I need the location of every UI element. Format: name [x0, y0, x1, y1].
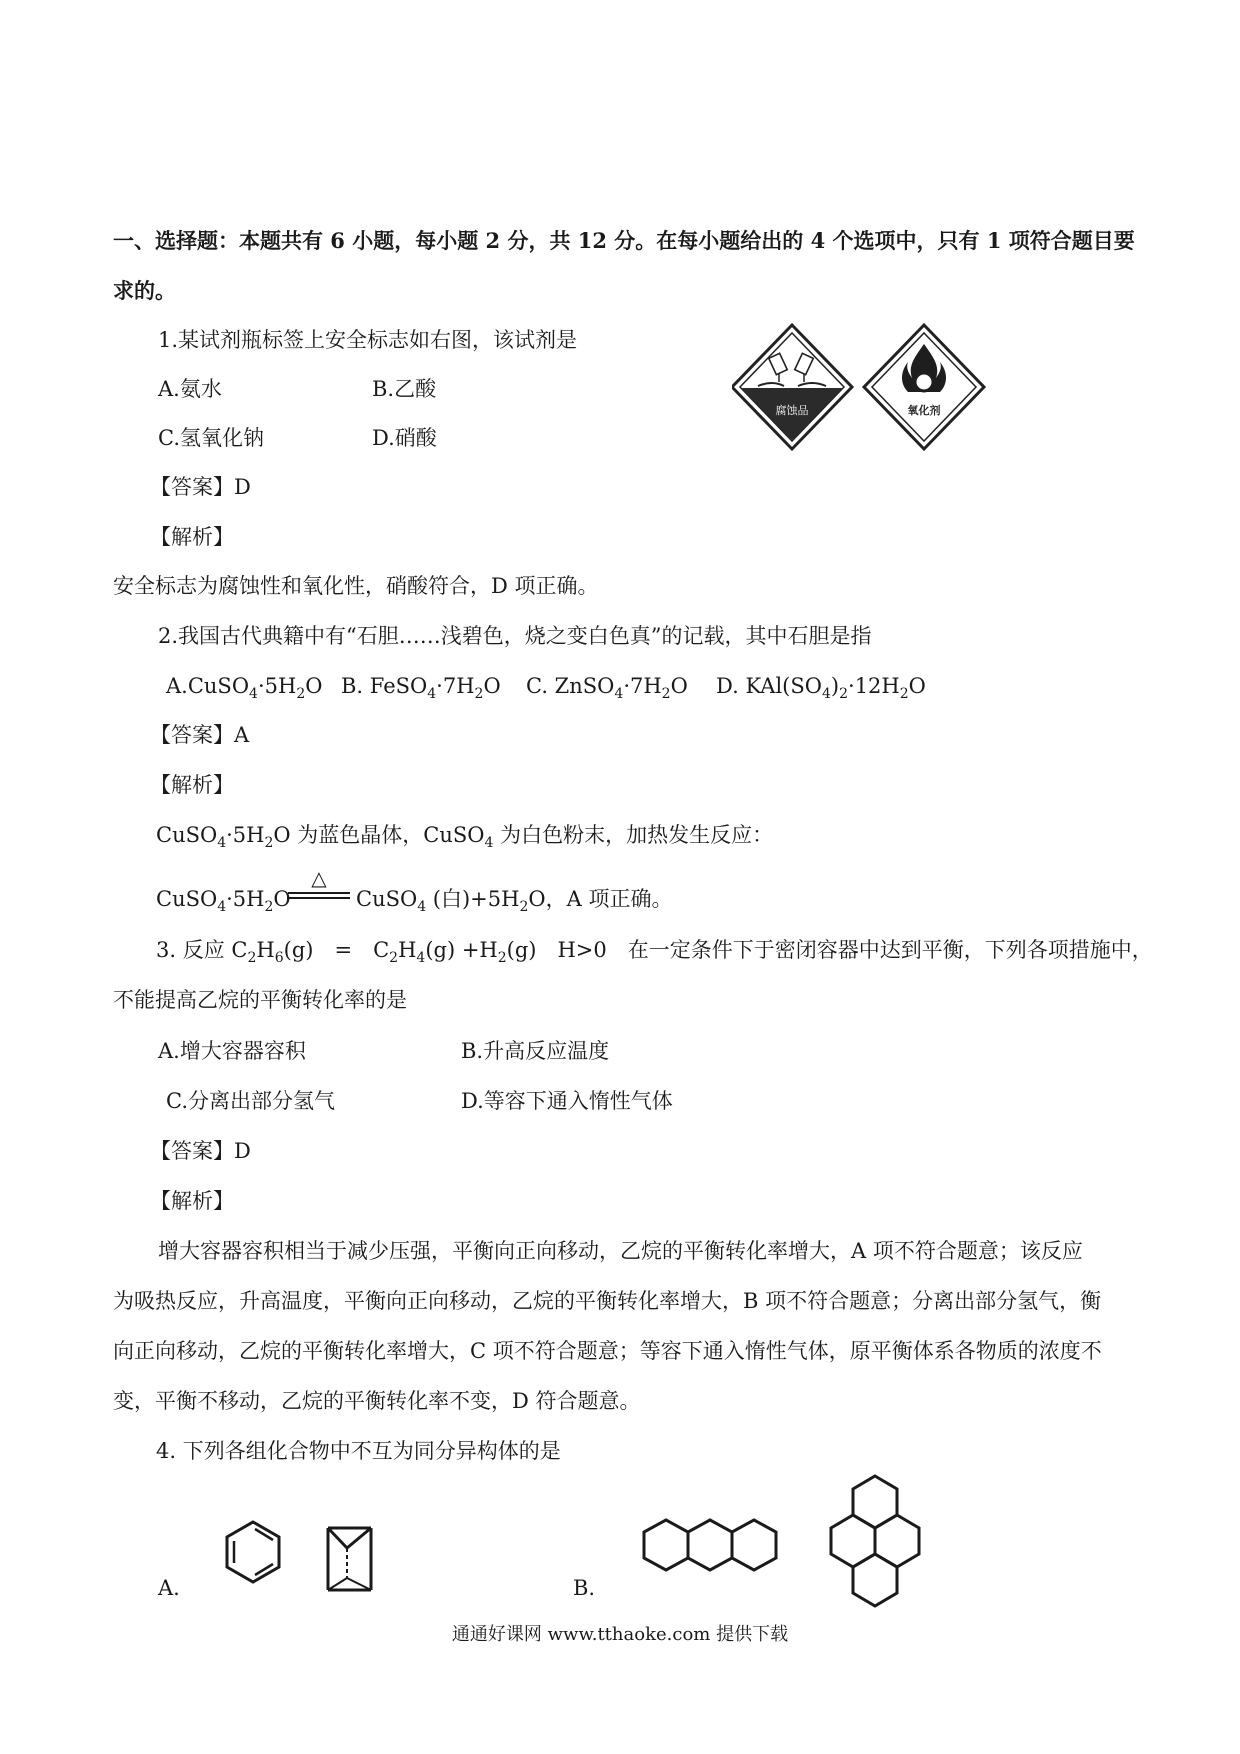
q4-stem: 4. 下列各组化合物中不互为同分异构体的是	[156, 1439, 561, 1463]
q2-equation-right: CuSO$_4$ (白)$+5H_2O$，A 项正确。	[356, 887, 673, 915]
q1-option-b: B.乙酸	[372, 377, 437, 401]
prismane-structure	[328, 1528, 371, 1590]
option-a-structures	[215, 1510, 420, 1610]
q1-answer: 【答案】D	[150, 475, 251, 499]
q3-stem-line-2: 不能提高乙烷的平衡转化率的是	[113, 988, 407, 1012]
q2-option-d: D. $KAl(SO_4)_2\cdot 12H_2O$	[716, 674, 926, 702]
oxidizer-hazard-icon	[864, 325, 984, 449]
q3-option-a: A.增大容器容积	[158, 1039, 306, 1063]
section-heading-line-2: 求的。	[113, 278, 176, 303]
q2-option-c: C. $ZnSO_4\cdot 7H_2O$	[526, 674, 688, 702]
q2-option-a: $A.CuSO_4\cdot 5H_2O$	[166, 674, 323, 702]
q3-analysis-line-4: 变，平衡不移动，乙烷的平衡转化率不变，D 符合题意。	[113, 1389, 641, 1413]
q3-analysis-line-1: 增大容器容积相当于减少压强，平衡向正向移动，乙烷的平衡转化率增大，A 项不符合题意；该反应	[158, 1239, 1083, 1263]
q1-analysis-label: 【解析】	[150, 525, 234, 549]
q2-stem: 2.我国古代典籍中有“石胆……浅碧色，烧之变白色真”的记载，其中石胆是指	[158, 624, 872, 648]
q2-analysis-label: 【解析】	[150, 773, 234, 797]
page-footer: 通通好课网 www.tthaoke.com 提供下载	[451, 1624, 789, 1645]
q2-analysis-line-1: $CuSO_4\cdot 5H_2O$ 为蓝色晶体，CuSO$_4$ 为白色粉末，加热发生反应：	[156, 823, 774, 851]
q3-stem-line-1: 3. 反应 $C_2H_6(g)$ = $C_2H_4(g) +H_2(g)$ H>0 在一定条件下于密闭容器中达到平衡，下列各项措施中，	[156, 938, 1153, 966]
corrosive-label-text: 腐蚀品	[775, 404, 809, 417]
reaction-arrow	[288, 868, 350, 902]
q3-answer: 【答案】D	[150, 1139, 251, 1163]
q2-equation-left: $CuSO_4\cdot 5H_2O$	[156, 887, 291, 915]
q3-analysis-label: 【解析】	[150, 1189, 234, 1213]
section-heading-line-1: 一、选择题：本题共有 6 小题，每小题 2 分，共 12 分。在每小题给出的 4 个选项中，只有 1 项符合题目要	[113, 228, 1135, 253]
q2-option-b: B. $FeSO_4\cdot 7H_2O$	[341, 674, 501, 702]
q1-option-d: D.硝酸	[372, 426, 437, 450]
q3-option-d: D.等容下通入惰性气体	[461, 1089, 673, 1113]
q2-answer: 【答案】A	[150, 723, 250, 747]
q3-option-c: C.分离出部分氢气	[166, 1089, 335, 1113]
hazard-labels-figure	[732, 322, 992, 452]
q1-option-c: C.氢氧化钠	[158, 426, 264, 450]
q3-analysis-line-3: 向正向移动，乙烷的平衡转化率增大，C 项不符合题意；等容下通入惰性气体，原平衡体系各物质的浓度不	[113, 1339, 1102, 1363]
q3-option-b: B.升高反应温度	[461, 1039, 610, 1063]
linear-tricyclic-structure	[644, 1520, 776, 1570]
fused-tetracyclic-structure	[831, 1476, 919, 1606]
q4-option-b-label: B.	[573, 1576, 596, 1600]
q1-stem: 1.某试剂瓶标签上安全标志如右图，该试剂是	[158, 328, 578, 352]
oxidizer-label-text: 氧化剂	[907, 404, 941, 417]
q4-option-a-label: A.	[158, 1576, 180, 1600]
heat-triangle-icon: △	[311, 866, 327, 890]
q1-analysis-text: 安全标志为腐蚀性和氧化性，硝酸符合，D 项正确。	[113, 574, 599, 598]
benzene-structure	[227, 1522, 279, 1582]
option-b-structures	[630, 1470, 955, 1610]
q1-option-a: A.氨水	[158, 377, 222, 401]
q3-analysis-line-2: 为吸热反应，升高温度，平衡向正向移动，乙烷的平衡转化率增大，B 项不符合题意；分离出部分氢气，衡	[113, 1289, 1102, 1313]
corrosive-hazard-icon	[732, 325, 852, 449]
